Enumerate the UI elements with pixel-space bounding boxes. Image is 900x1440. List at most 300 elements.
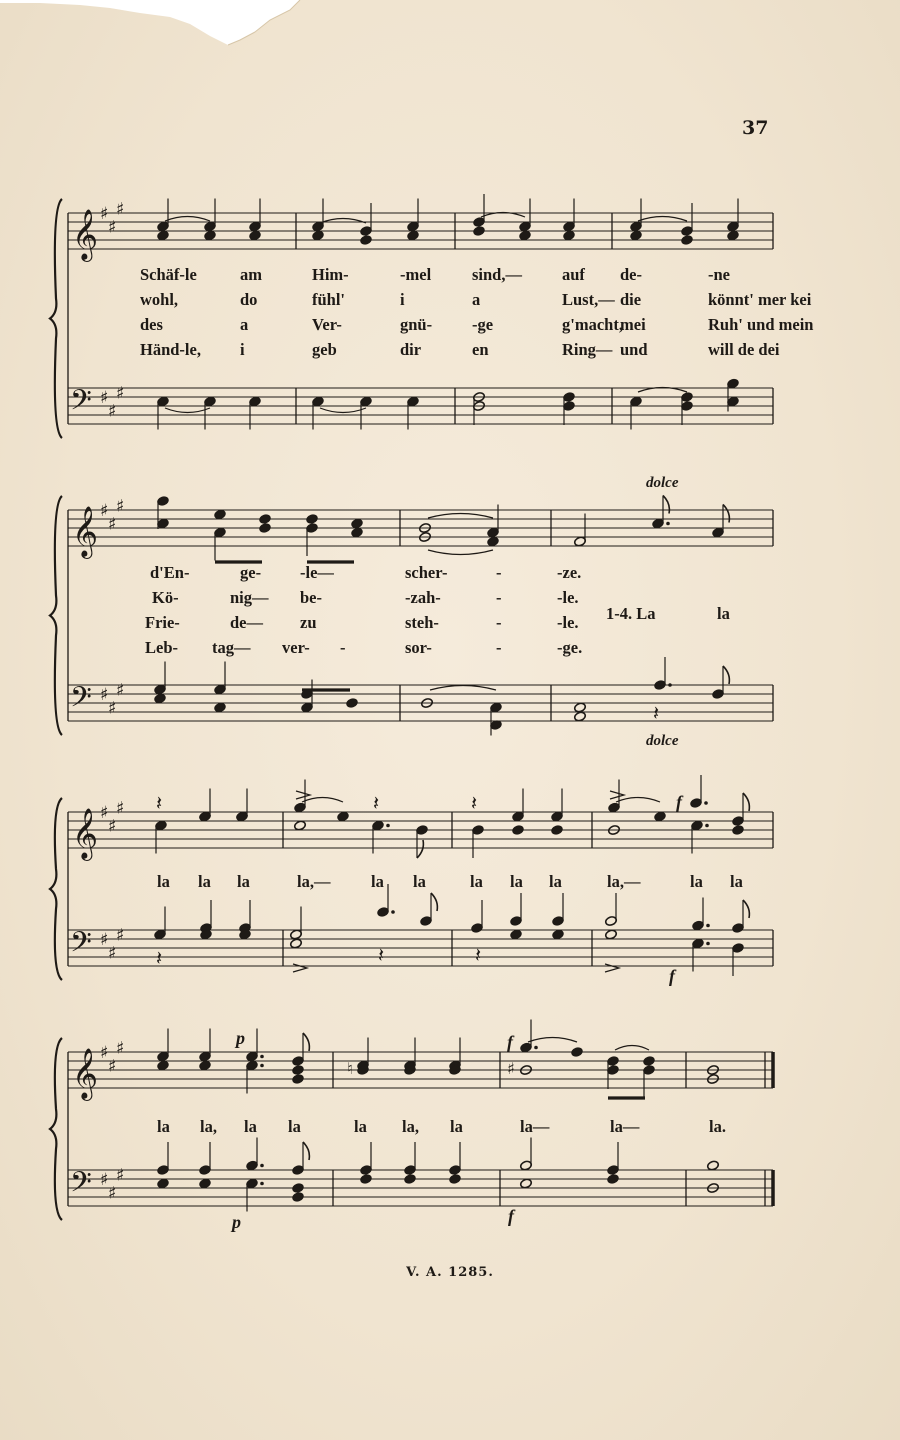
accent-mark xyxy=(296,791,310,799)
system-brace xyxy=(50,798,62,980)
notehead xyxy=(727,230,740,241)
note xyxy=(552,893,565,927)
note xyxy=(292,1064,305,1075)
notehead xyxy=(563,230,576,241)
note xyxy=(473,225,486,236)
lyric-syllable: la xyxy=(470,872,483,891)
flag xyxy=(743,900,749,918)
quarter-rest-icon: 𝄽 xyxy=(156,791,163,815)
key-signature-sharp: ♯ xyxy=(100,930,109,950)
note xyxy=(471,900,484,934)
note xyxy=(520,1020,538,1054)
lyric-syllable: steh- xyxy=(405,613,439,632)
lyric-syllable: -ge. xyxy=(557,638,583,657)
lyric-syllable: la xyxy=(690,872,703,891)
augmentation-dot xyxy=(260,1064,264,1068)
note xyxy=(643,1055,656,1066)
note xyxy=(157,230,170,241)
flag xyxy=(303,1033,309,1051)
lyric-syllable: auf xyxy=(562,265,585,284)
note xyxy=(630,199,643,233)
accent-mark xyxy=(605,964,619,972)
lyric-syllable: -ge xyxy=(472,315,494,334)
note xyxy=(630,230,643,241)
tie-slur xyxy=(165,408,210,413)
note xyxy=(552,929,565,940)
treble-clef-icon: 𝄞 xyxy=(72,808,99,859)
lyric-syllable: am xyxy=(240,265,262,284)
note xyxy=(690,775,708,809)
note xyxy=(404,1173,417,1184)
lyric-syllable: la xyxy=(237,872,250,891)
notehead xyxy=(643,1055,656,1066)
bass-staff xyxy=(68,1170,773,1206)
lyric-syllable: la, xyxy=(200,1117,217,1136)
flag xyxy=(723,505,729,523)
note xyxy=(351,527,364,538)
note xyxy=(407,199,420,233)
note xyxy=(407,230,420,241)
note xyxy=(246,1029,264,1063)
augmentation-dot xyxy=(706,924,710,928)
notehead xyxy=(449,1173,462,1184)
lyric-syllable: a xyxy=(240,315,249,334)
lyric-syllable: la xyxy=(549,872,562,891)
notehead xyxy=(574,702,587,713)
note xyxy=(732,900,750,934)
note xyxy=(732,942,745,976)
note xyxy=(551,789,564,823)
note xyxy=(157,1142,170,1176)
key-signature-sharp: ♯ xyxy=(116,496,125,517)
note xyxy=(692,898,710,932)
note xyxy=(707,1160,720,1171)
note xyxy=(199,1142,212,1176)
natural-accidental-icon: ♮ xyxy=(347,1059,353,1078)
notehead xyxy=(707,1160,720,1171)
lyric-syllable: d'En- xyxy=(150,563,190,582)
notehead xyxy=(551,824,564,835)
note xyxy=(199,1178,212,1189)
note xyxy=(292,1182,305,1193)
note xyxy=(643,1064,656,1098)
lyric-syllable: la,— xyxy=(297,872,331,891)
lyric-syllable: la, xyxy=(402,1117,419,1136)
note xyxy=(351,518,364,529)
lyric-syllable: sind,— xyxy=(472,265,522,284)
lyric-syllable: wohl, xyxy=(140,290,179,309)
lyric-syllable: nig— xyxy=(230,588,269,607)
augmentation-dot xyxy=(668,683,672,687)
note xyxy=(306,522,319,556)
dynamic-marking-piano: p xyxy=(236,1028,245,1048)
note xyxy=(154,662,167,696)
lyric-syllable: des xyxy=(140,315,163,334)
lyric-syllable: Lust,— xyxy=(562,290,615,309)
lyric-syllable: la xyxy=(288,1117,301,1136)
lyric-syllable: und xyxy=(620,340,648,359)
note xyxy=(520,1178,533,1189)
lyric-syllable: könnt' mer kei xyxy=(708,290,812,309)
notehead xyxy=(290,938,303,949)
lyric-syllable: Frie- xyxy=(145,613,180,632)
dynamic-marking-piano: p xyxy=(232,1212,241,1232)
lyric-syllable: i xyxy=(240,340,245,359)
tie-slur xyxy=(615,1046,649,1051)
notehead xyxy=(520,1178,533,1189)
treble-clef-icon: 𝄞 xyxy=(72,1048,99,1099)
lyric-syllable: gnü- xyxy=(400,315,433,334)
note xyxy=(608,780,621,814)
lyric-syllable: -le. xyxy=(557,613,579,632)
note xyxy=(312,230,325,241)
lyric-syllable: dir xyxy=(400,340,422,359)
dynamic-marking-forte: f xyxy=(669,966,675,986)
augmentation-dot xyxy=(260,1182,264,1186)
bass-staff xyxy=(68,930,773,966)
lyric-syllable: en xyxy=(472,340,489,359)
lyric-syllable: Schäf-le xyxy=(140,265,197,284)
note xyxy=(563,230,576,241)
tie-slur xyxy=(320,408,366,413)
note xyxy=(420,893,438,927)
lyric-syllable: la xyxy=(244,1117,257,1136)
key-signature-sharp: ♯ xyxy=(108,1183,117,1204)
note xyxy=(607,1142,620,1176)
lyric-syllable: mei xyxy=(620,315,646,334)
tie-slur xyxy=(430,686,496,691)
quarter-rest-icon: 𝄽 xyxy=(378,943,385,967)
notehead xyxy=(360,234,373,245)
notehead xyxy=(630,230,643,241)
notehead xyxy=(552,929,565,940)
note xyxy=(510,929,523,940)
notehead xyxy=(510,929,523,940)
treble-clef-icon: 𝄞 xyxy=(72,209,99,260)
lyric-syllable: ge- xyxy=(240,563,262,582)
notehead xyxy=(574,711,587,722)
note xyxy=(360,1142,373,1176)
lyric-syllable: -le— xyxy=(300,563,334,582)
notehead xyxy=(292,1182,305,1193)
verse-label-continuation: la xyxy=(717,604,730,623)
notehead xyxy=(346,697,359,708)
note xyxy=(154,693,167,704)
note xyxy=(200,900,213,934)
notehead xyxy=(607,1173,620,1184)
note xyxy=(727,199,740,233)
flag xyxy=(303,1142,309,1160)
augmentation-dot xyxy=(386,824,390,828)
notehead xyxy=(154,693,167,704)
notehead xyxy=(605,929,618,940)
note xyxy=(249,230,262,241)
lyric-syllable: de— xyxy=(230,613,263,632)
dynamic-marking-dolce: dolce xyxy=(646,475,679,491)
notehead xyxy=(407,230,420,241)
flag xyxy=(743,793,749,811)
key-signature-sharp: ♯ xyxy=(108,217,117,238)
notehead xyxy=(487,536,500,547)
notehead xyxy=(654,811,667,822)
tie-slur xyxy=(428,550,493,555)
lyric-syllable: scher- xyxy=(405,563,448,582)
accent-mark xyxy=(293,964,307,972)
key-signature-sharp: ♯ xyxy=(100,1043,109,1063)
notehead xyxy=(292,1064,305,1075)
notehead xyxy=(306,513,319,524)
lyric-syllable: la xyxy=(198,872,211,891)
dynamic-marking-forte: f xyxy=(507,1032,513,1052)
key-signature-sharp: ♯ xyxy=(108,943,117,964)
lyric-syllable: -mel xyxy=(400,265,432,284)
note xyxy=(416,824,429,858)
lyric-syllable: - xyxy=(496,588,502,607)
note xyxy=(404,1142,417,1176)
note xyxy=(473,194,486,228)
note xyxy=(157,1060,170,1071)
lyric-syllable: la xyxy=(157,1117,170,1136)
dynamic-marking-forte: f xyxy=(508,1206,514,1226)
lyric-syllable: Him- xyxy=(312,265,349,284)
key-signature-sharp: ♯ xyxy=(100,204,109,224)
quarter-rest-icon: 𝄽 xyxy=(373,791,380,815)
note xyxy=(727,230,740,241)
note xyxy=(290,907,303,941)
lyric-syllable: Händ-le, xyxy=(140,340,201,359)
notehead xyxy=(259,522,272,533)
key-signature-sharp: ♯ xyxy=(100,685,109,705)
lyric-syllable: die xyxy=(620,290,642,309)
lyric-syllable: Ring— xyxy=(562,340,613,359)
note xyxy=(605,929,618,940)
note xyxy=(292,1073,305,1084)
tie-slur xyxy=(302,798,343,803)
notehead xyxy=(204,230,217,241)
note xyxy=(239,900,252,934)
dynamic-marking-forte: f xyxy=(676,792,682,812)
augmentation-dot xyxy=(260,1164,264,1168)
note xyxy=(214,527,227,561)
augmentation-dot xyxy=(666,522,670,526)
lyric-syllable: Kö- xyxy=(152,588,179,607)
note xyxy=(487,536,500,547)
note xyxy=(520,1138,533,1172)
lyric-syllable: la xyxy=(450,1117,463,1136)
publisher-plate-number: V. A. 1285. xyxy=(406,1265,494,1280)
key-signature-sharp: ♯ xyxy=(100,501,109,521)
notehead xyxy=(292,1191,305,1202)
tie-slur xyxy=(428,514,493,519)
note xyxy=(510,893,523,927)
note xyxy=(654,811,667,822)
note xyxy=(214,662,227,696)
lyric-syllable: - xyxy=(496,613,502,632)
quarter-rest-icon: 𝄽 xyxy=(156,946,163,970)
lyric-syllable: Ruh' und mein xyxy=(708,315,814,334)
notehead xyxy=(360,1173,373,1184)
lyric-syllable: ver- xyxy=(282,638,310,657)
lyric-syllable: be- xyxy=(300,588,322,607)
note xyxy=(204,199,217,233)
note xyxy=(346,697,359,708)
bass-clef-icon: 𝄢 xyxy=(70,1166,92,1206)
key-signature-sharp: ♯ xyxy=(108,816,117,837)
lyric-syllable: la xyxy=(510,872,523,891)
note xyxy=(571,1046,584,1057)
system-brace xyxy=(50,199,62,438)
notehead xyxy=(351,527,364,538)
note xyxy=(449,1173,462,1184)
note xyxy=(449,1142,462,1176)
lyric-syllable: will de dei xyxy=(708,340,780,359)
lyric-syllable: Leb- xyxy=(145,638,178,657)
notehead xyxy=(473,225,486,236)
augmentation-dot xyxy=(706,942,710,946)
augmentation-dot xyxy=(705,824,709,828)
note xyxy=(294,780,307,814)
note xyxy=(246,1138,264,1172)
note xyxy=(259,513,272,524)
note xyxy=(574,711,587,722)
key-signature-sharp: ♯ xyxy=(108,401,117,422)
accent-mark xyxy=(610,791,624,799)
lyric-syllable: la xyxy=(371,872,384,891)
quarter-rest-icon: 𝄽 xyxy=(471,791,478,815)
tie-slur xyxy=(165,217,210,222)
key-signature-sharp: ♯ xyxy=(100,388,109,408)
note xyxy=(294,820,307,831)
bass-clef-icon: 𝄢 xyxy=(70,384,92,424)
notehead xyxy=(404,1173,417,1184)
note xyxy=(157,1178,170,1189)
notehead xyxy=(571,1046,584,1057)
notehead xyxy=(157,230,170,241)
note xyxy=(563,199,576,233)
note xyxy=(292,1191,305,1202)
notehead xyxy=(294,820,307,831)
augmentation-dot xyxy=(534,1046,538,1050)
augmentation-dot xyxy=(704,801,708,805)
lyric-syllable: fühl' xyxy=(312,290,346,309)
note xyxy=(249,199,262,233)
lyric-syllable: do xyxy=(240,290,258,309)
key-signature-sharp: ♯ xyxy=(108,514,117,535)
system-brace xyxy=(50,496,62,735)
notehead xyxy=(519,230,532,241)
lyric-syllable: la— xyxy=(520,1117,550,1136)
lyric-syllable: a xyxy=(472,290,481,309)
notehead xyxy=(157,1060,170,1071)
lyric-syllable: - xyxy=(340,638,346,657)
notehead xyxy=(214,509,227,520)
notehead xyxy=(214,702,227,713)
flag xyxy=(663,496,669,514)
key-signature-sharp: ♯ xyxy=(116,199,125,220)
lyric-syllable: -ze. xyxy=(557,563,582,582)
flag xyxy=(417,840,423,858)
key-signature-sharp: ♯ xyxy=(116,798,125,819)
flag xyxy=(431,893,437,911)
key-signature-sharp: ♯ xyxy=(100,803,109,823)
key-signature-sharp: ♯ xyxy=(108,1056,117,1077)
note xyxy=(199,1029,212,1063)
note xyxy=(607,1173,620,1184)
lyric-syllable: geb xyxy=(312,340,337,359)
note xyxy=(360,234,373,245)
notehead xyxy=(292,1073,305,1084)
bass-staff xyxy=(68,388,773,424)
note xyxy=(681,234,694,245)
lyric-syllable: la xyxy=(157,872,170,891)
note xyxy=(214,509,227,520)
note xyxy=(732,824,745,835)
lyric-syllable: la xyxy=(413,872,426,891)
tie-slur xyxy=(528,1038,577,1043)
sharp-accidental-icon: ♯ xyxy=(507,1059,515,1078)
note xyxy=(551,824,564,835)
note xyxy=(259,522,272,533)
note xyxy=(154,907,167,941)
notehead xyxy=(512,824,525,835)
augmentation-dot xyxy=(391,910,395,914)
lyric-syllable: -le. xyxy=(557,588,579,607)
lyric-syllable: la,— xyxy=(607,872,641,891)
key-signature-sharp: ♯ xyxy=(116,383,125,404)
note xyxy=(605,893,618,927)
key-signature-sharp: ♯ xyxy=(116,680,125,701)
treble-staff xyxy=(68,1052,773,1088)
note xyxy=(214,702,227,713)
note xyxy=(519,230,532,241)
note xyxy=(574,702,587,713)
augmentation-dot xyxy=(260,1055,264,1059)
note xyxy=(312,199,325,233)
notehead xyxy=(259,513,272,524)
key-signature-sharp: ♯ xyxy=(116,925,125,946)
note xyxy=(204,230,217,241)
system-brace xyxy=(50,1038,62,1220)
lyric-syllable: - xyxy=(496,638,502,657)
notehead xyxy=(199,1060,212,1071)
lyric-syllable: -ne xyxy=(708,265,730,284)
note xyxy=(652,496,670,530)
page-number: 37 xyxy=(742,117,769,139)
bass-staff xyxy=(68,685,773,721)
note xyxy=(654,657,672,691)
note xyxy=(512,789,525,823)
quarter-rest-icon: 𝄽 xyxy=(475,943,482,967)
lyric-syllable: la xyxy=(354,1117,367,1136)
bass-clef-icon: 𝄢 xyxy=(70,926,92,966)
note xyxy=(157,199,170,233)
bass-clef-icon: 𝄢 xyxy=(70,681,92,721)
notehead xyxy=(351,518,364,529)
note xyxy=(199,1060,212,1071)
notehead xyxy=(337,811,350,822)
notehead xyxy=(157,1178,170,1189)
notehead xyxy=(681,234,694,245)
tie-slur xyxy=(638,217,687,222)
lyric-syllable: g'macht, xyxy=(562,315,623,334)
lyric-syllable: tag— xyxy=(212,638,251,657)
lyric-syllable: -zah- xyxy=(405,588,441,607)
note xyxy=(157,1029,170,1063)
note xyxy=(360,203,373,237)
lyric-syllable: de- xyxy=(620,265,642,284)
note xyxy=(360,1173,373,1184)
lyric-syllable: - xyxy=(496,563,502,582)
